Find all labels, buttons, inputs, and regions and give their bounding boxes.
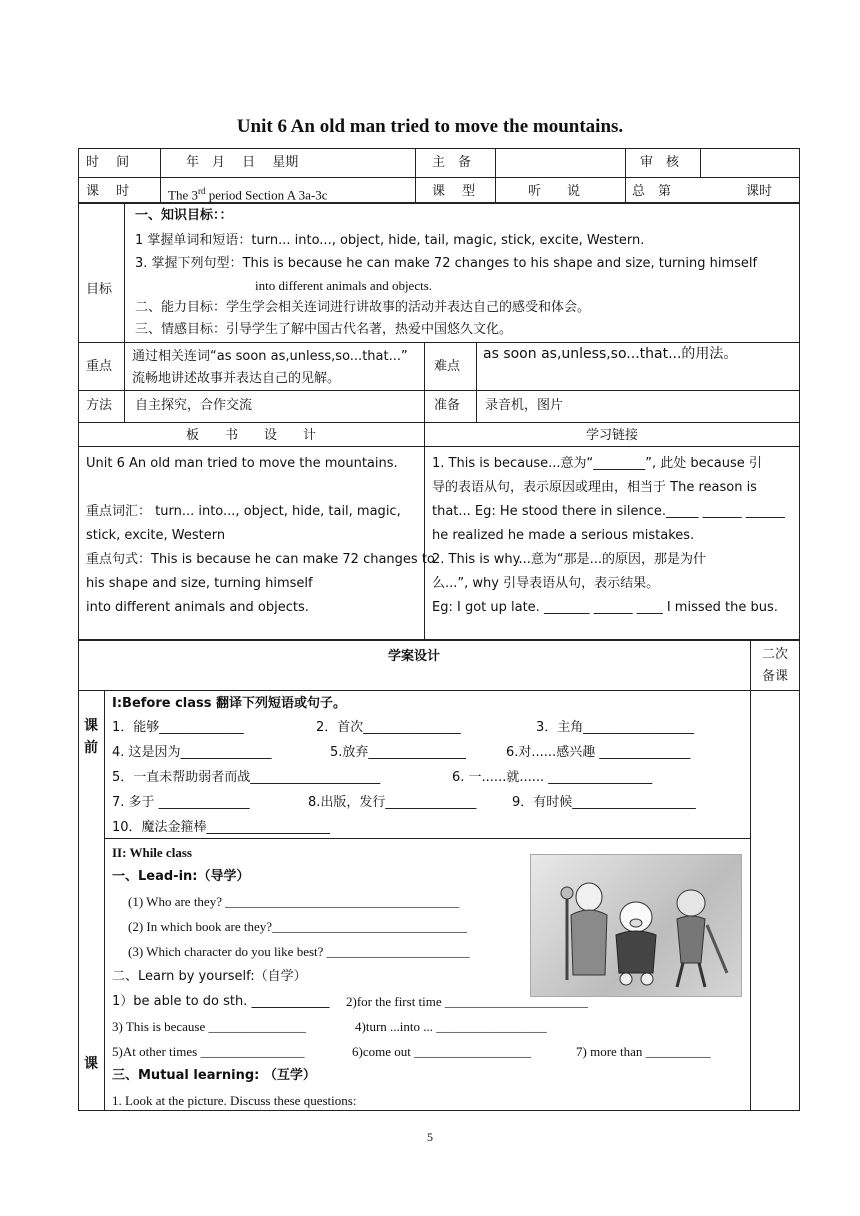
time-label: 时 间	[86, 155, 130, 170]
before-item: 3．主角_________________	[536, 720, 694, 735]
links-header: 学习链接	[585, 428, 638, 443]
characters-illustration-icon	[531, 855, 741, 996]
total-value: 课时	[746, 184, 773, 199]
before-item: 10．魔法金箍棒___________________	[112, 820, 331, 835]
board-line: stick, excite, Western	[86, 528, 226, 543]
type-label: 课 型	[432, 184, 476, 199]
learn-title: 二、Learn by yourself:（自学）	[112, 969, 307, 984]
while-class-title: II: While class	[112, 845, 192, 860]
prep-label: 准备	[434, 398, 461, 413]
page-number: 5	[427, 1130, 433, 1144]
time-value: 年 月 日 星期	[186, 155, 299, 170]
page-title: Unit 6 An old man tried to move the mountains.	[236, 116, 624, 137]
design-side-header-2: 备课	[761, 669, 788, 684]
before-item: 2．首次_______________	[316, 720, 461, 735]
leadin-question: (1) Who are they? ____________________________________	[128, 894, 460, 909]
key-text-1: 通过相关连词“as soon as,unless,so...that...”	[132, 349, 408, 364]
type-value: 听 说	[528, 184, 581, 199]
board-line: 重点句式：This is because he can make 72 changes to	[86, 552, 435, 567]
goals-emotion: 三、情感目标：引导学生了解中国古代名著，热爱中国悠久文化。	[135, 322, 513, 337]
total-label: 总 第	[632, 184, 672, 199]
before-item: 8.出版，发行______________	[308, 795, 477, 810]
design-side-header-1: 二次	[761, 647, 788, 662]
key-text-2: 流畅地讲述故事并表达自己的见解。	[132, 371, 341, 386]
goals-line-2: 3. 掌握下列句型：This is because he can make 72 changes to his shape and size, turning himself	[135, 256, 758, 271]
links-line: he realized he made a serious mistakes.	[432, 528, 695, 543]
before-side-2: 前	[84, 740, 98, 756]
learn-item: 2)for the first time ______________________	[346, 994, 588, 1009]
lesson-value-pre: The 3	[168, 187, 198, 203]
mutual-question-1: 1. Look at the picture. Discuss these questions:	[112, 1093, 357, 1108]
while-side: 课	[84, 1056, 98, 1072]
before-item: 4. 这是因为______________	[112, 745, 272, 760]
goals-line-3: into different animals and objects.	[255, 278, 433, 293]
before-item: 6. 一......就...... ________________	[452, 770, 653, 785]
lesson-value-post: period Section A 3a-3c	[205, 187, 328, 203]
before-class-title: I:Before class 翻译下列短语或句子。	[112, 696, 347, 711]
links-line: that... Eg: He stood there in silence._____ ______ ______	[432, 504, 785, 519]
learn-item: 4)turn ...into ... _________________	[355, 1019, 547, 1034]
goals-knowledge: 一、知识目标：：	[135, 208, 233, 223]
key-label: 重点	[86, 359, 113, 374]
learn-item: 5)At other times ________________	[112, 1044, 305, 1059]
learn-item: 6)come out __________________	[352, 1044, 532, 1059]
difficult-text: as soon as,unless,so...that...的用法。	[483, 346, 738, 362]
goals-line-1: 1 掌握单词和短语：turn... into..., object, hide, tail, magic, stick, excite, Western.	[135, 233, 645, 248]
links-line: 么...”, why 引导表语从句，表示结果。	[432, 576, 660, 591]
before-item: 1．能够_____________	[112, 720, 244, 735]
design-header: 学案设计	[387, 649, 440, 664]
difficult-label: 难点	[434, 359, 461, 374]
lesson-value	[168, 183, 328, 203]
before-item: 7. 多于 ______________	[112, 795, 250, 810]
journey-west-characters-image	[530, 854, 742, 997]
leadin-question: (3) Which character do you like best? ______________________	[128, 944, 470, 959]
board-line: his shape and size, turning himself	[86, 576, 313, 591]
board-content	[86, 452, 435, 620]
leadin-title: 一、Lead-in:（导学）	[112, 869, 250, 884]
links-line: 2. This is why...意为“那是...的原因，那是为什	[432, 552, 706, 567]
goals-ability: 二、能力目标：学生学会相关连词进行讲故事的活动并表达自己的感受和体会。	[135, 300, 591, 315]
before-item: 5．一直未帮助弱者而战____________________	[112, 770, 381, 785]
before-side-1: 课	[84, 718, 98, 734]
links-line: Eg: I got up late. _______ ______ ____ I missed the bus.	[432, 600, 778, 615]
board-line: Unit 6 An old man tried to move the mountains.	[86, 456, 398, 471]
board-header: 板 书 设 计	[185, 428, 316, 443]
before-item: 9．有时候___________________	[512, 795, 696, 810]
learn-item: 3) This is because _______________	[112, 1019, 307, 1034]
learn-item: 1）be able to do sth. ____________	[112, 994, 330, 1009]
links-line: 1. This is because...意为“________”, 此处 because 引	[432, 456, 762, 471]
learn-item: 7) more than __________	[576, 1044, 711, 1059]
lesson-value-sup: rd	[197, 186, 206, 196]
board-line: into different animals and objects.	[86, 600, 309, 615]
board-line: 重点词汇： turn... into..., object, hide, tail, magic,	[86, 504, 401, 519]
links-content	[432, 452, 794, 620]
before-item: 5.放弃_______________	[330, 745, 466, 760]
goals-label: 目标	[86, 282, 113, 297]
review-label: 审 核	[640, 155, 680, 170]
method-label: 方法	[86, 398, 113, 413]
mutual-title: 三、Mutual learning: （互学）	[112, 1068, 316, 1083]
prep-value: 录音机，图片	[485, 398, 564, 413]
lesson-label: 课 时	[86, 184, 130, 199]
leadin-question: (2) In which book are they?______________________________	[128, 919, 468, 934]
before-item: 6.对......感兴趣 ______________	[506, 745, 691, 760]
board-line	[86, 476, 420, 500]
links-line: 导的表语从句，表示原因或理由，相当于 The reason is	[432, 480, 757, 495]
method-value: 自主探究，合作交流	[135, 398, 253, 413]
host-label: 主 备	[432, 155, 472, 170]
